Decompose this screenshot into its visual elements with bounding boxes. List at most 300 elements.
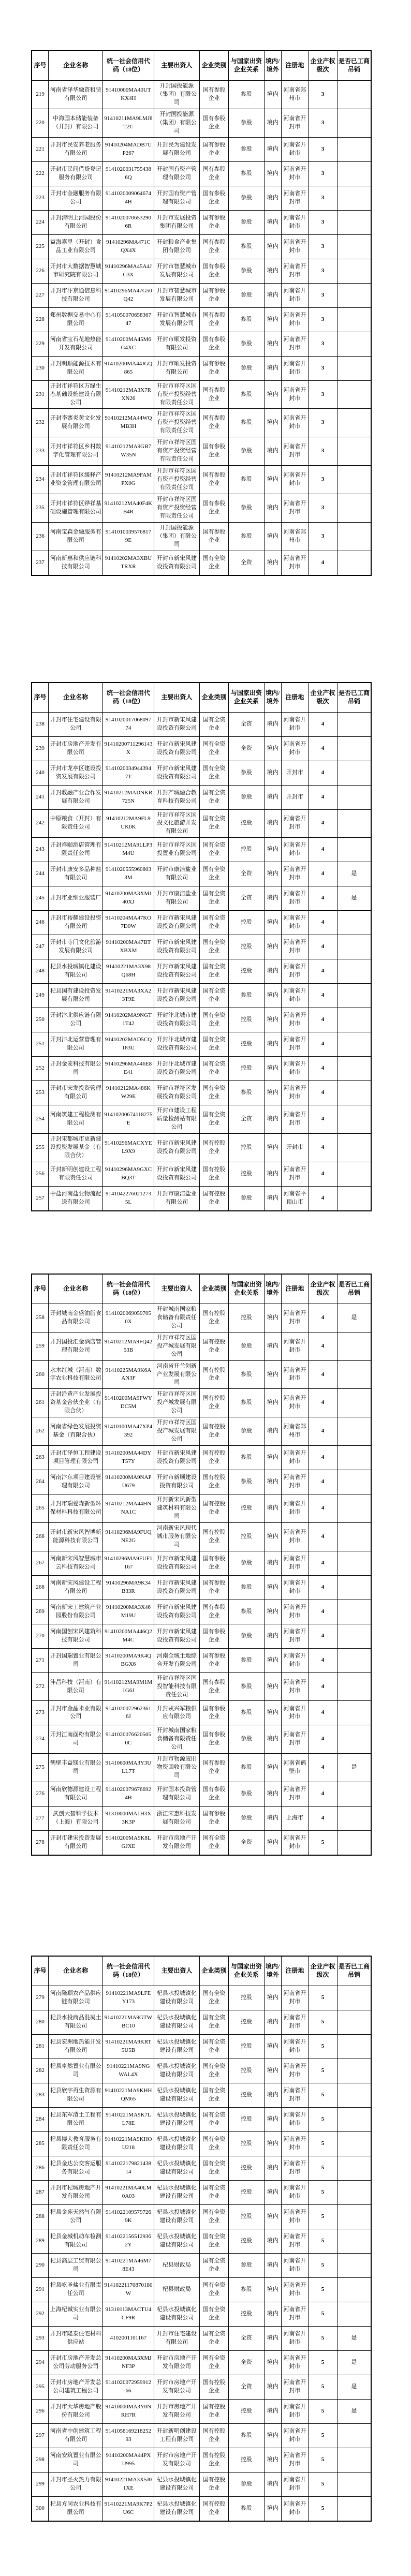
cell-enterprise-category: 国有参股企业 bbox=[200, 332, 229, 356]
cell-domestic: 境内 bbox=[264, 984, 281, 1008]
cell-company-name: 杞县东军渣土工程有限公司 bbox=[49, 2108, 103, 2132]
cell-company-name: 开封宋都城市更新建设投资发展基金（有限合伙） bbox=[49, 1134, 103, 1162]
cell-domestic: 境内 bbox=[264, 1446, 281, 1470]
cell-credit-code: 91410221MA40LM0A03 bbox=[103, 2181, 154, 2205]
cell-registration-place: 河南省开封市 bbox=[281, 1008, 308, 1032]
cell-revoked bbox=[337, 1008, 371, 1032]
cell-serial: 266 bbox=[32, 1522, 49, 1551]
cell-revoked bbox=[337, 551, 371, 575]
cell-company-name: 开封市祥符区万绿生态基础设施建设有限公司 bbox=[49, 380, 103, 409]
cell-main-investor: 开封市智慧城市发展有限公司 bbox=[154, 283, 200, 307]
cell-revoked bbox=[337, 2059, 371, 2083]
cell-company-name: 开封市金融服务有限公司 bbox=[49, 186, 103, 210]
column-header: 主要出资人 bbox=[154, 1956, 200, 1986]
cell-credit-code: 91410204MA47KO7D0W bbox=[103, 911, 154, 935]
cell-enterprise-category: 国有参股企业 bbox=[200, 1624, 229, 1648]
cell-main-investor: 杞县水投城镇化建设有限公司 bbox=[154, 2059, 200, 2083]
cell-domestic: 境内 bbox=[264, 2278, 281, 2302]
cell-equity-level: 4 bbox=[309, 1470, 337, 1494]
cell-registration-place: 河南省开封市 bbox=[281, 886, 308, 911]
cell-serial: 243 bbox=[32, 838, 49, 862]
cell-main-investor: 杞县水投城镇化建设有限公司 bbox=[154, 2132, 200, 2156]
cell-domestic: 境内 bbox=[264, 2156, 281, 2181]
cell-company-name: 开封市龙亭区建设投资发展有限公司 bbox=[49, 761, 103, 785]
table-row bbox=[32, 1304, 371, 1332]
cell-relation: 控股 bbox=[228, 935, 264, 959]
cell-relation: 全资 bbox=[228, 736, 264, 761]
cell-equity-level: 4 bbox=[309, 1186, 337, 1211]
cell-registration-place: 河南省郑州市 bbox=[281, 1417, 308, 1446]
cell-credit-code: 91410212MA9LLP3M4U bbox=[103, 838, 154, 862]
cell-registration-place: 河南省开封市 bbox=[281, 1032, 308, 1057]
header-row bbox=[32, 683, 371, 713]
cell-revoked bbox=[337, 283, 371, 307]
cell-domestic: 境内 bbox=[264, 1522, 281, 1551]
column-header: 是否已工商吊销 bbox=[337, 1274, 371, 1304]
cell-main-investor: 河南全域土地综合开发有限公司 bbox=[154, 1648, 200, 1672]
cell-relation: 控股 bbox=[228, 1986, 264, 2010]
cell-main-investor: 开封市康洁盐业有限公司 bbox=[154, 886, 200, 911]
cell-serial: 262 bbox=[32, 1417, 49, 1446]
cell-equity-level: 5 bbox=[309, 2254, 337, 2278]
cell-registration-place: 河南省郑州市 bbox=[281, 522, 308, 551]
cell-credit-code: 91410221565129362Y bbox=[103, 2229, 154, 2254]
table-row bbox=[32, 2400, 371, 2424]
cell-revoked bbox=[337, 1701, 371, 1725]
cell-main-investor: 开封市智慧城市发展有限公司 bbox=[154, 259, 200, 283]
table-row bbox=[32, 2083, 371, 2108]
cell-main-investor: 杞县水投城镇化建设有限公司 bbox=[154, 2302, 200, 2327]
table-row bbox=[32, 1008, 371, 1032]
cell-credit-code: 91410202MAD5CQ183U bbox=[103, 1032, 154, 1057]
table-row bbox=[32, 109, 371, 137]
cell-revoked bbox=[337, 307, 371, 332]
table-row bbox=[32, 1701, 371, 1725]
cell-company-name: 开封市住宅建设有限公司 bbox=[49, 712, 103, 736]
document-page-4 bbox=[0, 1856, 411, 2522]
cell-revoked bbox=[337, 2448, 371, 2473]
cell-serial: 253 bbox=[32, 1081, 49, 1105]
cell-domestic: 境内 bbox=[264, 332, 281, 356]
table-row bbox=[32, 1624, 371, 1648]
cell-registration-place: 河南省开封市 bbox=[281, 1648, 308, 1672]
cell-credit-code: 91410200MA47BTXBXM bbox=[103, 935, 154, 959]
cell-equity-level: 4 bbox=[309, 1522, 337, 1551]
cell-domestic: 境内 bbox=[264, 1648, 281, 1672]
cell-domestic: 境内 bbox=[264, 494, 281, 522]
cell-revoked bbox=[337, 522, 371, 551]
cell-revoked bbox=[337, 2108, 371, 2132]
column-header: 与国家出资企业关系 bbox=[228, 1956, 264, 1986]
cell-equity-level: 5 bbox=[309, 2497, 337, 2522]
cell-company-name: 鹤壁丰益镁业有限公司 bbox=[49, 1754, 103, 1782]
cell-equity-level: 3 bbox=[309, 186, 337, 210]
cell-registration-place: 河南省开封市 bbox=[281, 409, 308, 437]
cell-equity-level: 3 bbox=[309, 522, 337, 551]
column-header: 境内/境外 bbox=[264, 51, 281, 81]
cell-domestic: 境内 bbox=[264, 109, 281, 137]
cell-enterprise-category: 国有全资企业 bbox=[200, 838, 229, 862]
cell-relation: 控股 bbox=[228, 809, 264, 838]
cell-revoked bbox=[337, 1831, 371, 1856]
cell-enterprise-category: 国有全资企业 bbox=[200, 1032, 229, 1057]
cell-credit-code: 91410221MA3XA23T9E bbox=[103, 984, 154, 1008]
cell-enterprise-category: 国有参股企业 bbox=[200, 186, 229, 210]
cell-main-investor: 杞县财政局 bbox=[154, 2254, 200, 2278]
cell-registration-place: 河南省开封市 bbox=[281, 161, 308, 186]
cell-domestic: 境内 bbox=[264, 437, 281, 466]
cell-revoked bbox=[337, 959, 371, 984]
cell-serial: 288 bbox=[32, 2205, 49, 2229]
cell-relation: 全资 bbox=[228, 1105, 264, 1134]
cell-equity-level: 4 bbox=[309, 911, 337, 935]
table-row bbox=[32, 2327, 371, 2351]
cell-equity-level: 4 bbox=[309, 1624, 337, 1648]
cell-registration-place: 河南省开封市 bbox=[281, 2375, 308, 2400]
cell-serial: 259 bbox=[32, 1332, 49, 1360]
cell-enterprise-category: 国有全资企业 bbox=[200, 2108, 229, 2132]
cell-main-investor: 开封国本投资管理有限公司 bbox=[154, 1782, 200, 1807]
cell-serial: 280 bbox=[32, 2010, 49, 2035]
column-header: 与国家出资企业关系 bbox=[228, 51, 264, 81]
cell-serial: 224 bbox=[32, 210, 49, 234]
cell-domestic: 境内 bbox=[264, 2327, 281, 2351]
cell-equity-level: 4 bbox=[309, 1032, 337, 1057]
cell-company-name: 开封市建宋投资发展有限公司 bbox=[49, 1831, 103, 1856]
cell-relation: 控股 bbox=[228, 2205, 264, 2229]
cell-company-name: 开封市汴京通信息科技有限公司 bbox=[49, 283, 103, 307]
cell-serial: 291 bbox=[32, 2278, 49, 2302]
cell-serial: 257 bbox=[32, 1186, 49, 1211]
cell-registration-place: 河南省开封市 bbox=[281, 259, 308, 283]
column-header: 主要出资人 bbox=[154, 683, 200, 713]
cell-company-name: 开封市房地产开发总公司建筑工程公司 bbox=[49, 2375, 103, 2400]
cell-credit-code: 91410296MACXYEL9X9 bbox=[103, 1134, 154, 1162]
cell-domestic: 境内 bbox=[264, 1672, 281, 1701]
cell-registration-place: 河南省开封市 bbox=[281, 109, 308, 137]
column-header: 企业产权级次 bbox=[309, 683, 337, 713]
table-row bbox=[32, 2375, 371, 2400]
table-row bbox=[32, 1494, 371, 1523]
cell-enterprise-category: 国有全资企业 bbox=[200, 911, 229, 935]
cell-domestic: 境内 bbox=[264, 736, 281, 761]
cell-relation: 参股 bbox=[228, 761, 264, 785]
cell-relation: 参股 bbox=[228, 2497, 264, 2522]
cell-main-investor: 开封市新顺建设投资有限公司 bbox=[154, 1470, 200, 1494]
cell-serial: 293 bbox=[32, 2327, 49, 2351]
cell-credit-code: 91410221MA9LFEY173 bbox=[103, 1986, 154, 2010]
cell-main-investor: 杞县水投城镇化建设有限公司 bbox=[154, 2229, 200, 2254]
cell-revoked bbox=[337, 838, 371, 862]
cell-serial: 231 bbox=[32, 380, 49, 409]
cell-domestic: 境内 bbox=[264, 1551, 281, 1575]
cell-revoked bbox=[337, 1032, 371, 1057]
cell-revoked bbox=[337, 2083, 371, 2108]
cell-enterprise-category: 国有全资企业 bbox=[200, 2278, 229, 2302]
cell-relation: 参股 bbox=[228, 81, 264, 109]
cell-enterprise-category: 国有参股企业 bbox=[200, 1551, 229, 1575]
cell-revoked bbox=[337, 81, 371, 109]
cell-equity-level: 3 bbox=[309, 283, 337, 307]
cell-serial: 287 bbox=[32, 2181, 49, 2205]
table-row bbox=[32, 234, 371, 259]
cell-domestic: 境内 bbox=[264, 2375, 281, 2400]
cell-revoked bbox=[337, 1494, 371, 1523]
table-row bbox=[32, 161, 371, 186]
cell-serial: 223 bbox=[32, 186, 49, 210]
cell-serial: 268 bbox=[32, 1575, 49, 1600]
cell-equity-level: 4 bbox=[309, 1057, 337, 1081]
cell-registration-place: 河南省开封市 bbox=[281, 466, 308, 494]
cell-enterprise-category: 国有控股企业 bbox=[200, 2375, 229, 2400]
cell-revoked bbox=[337, 2473, 371, 2497]
cell-enterprise-category: 国有参股企业 bbox=[200, 437, 229, 466]
cell-company-name: 开封市祥符区缓释产业资金管理有限公司 bbox=[49, 466, 103, 494]
cell-enterprise-category: 国有控股企业 bbox=[200, 1470, 229, 1494]
cell-domestic: 境内 bbox=[264, 862, 281, 886]
cell-enterprise-category: 国有全资企业 bbox=[200, 2132, 229, 2156]
cell-credit-code: 91410100395768179E bbox=[103, 522, 154, 551]
cell-main-investor: 开封市新宋风建设投资有限公司 bbox=[154, 1600, 200, 1624]
table-row bbox=[32, 2473, 371, 2497]
cell-relation: 参股 bbox=[228, 1782, 264, 1807]
cell-domestic: 境内 bbox=[264, 1701, 281, 1725]
cell-main-investor: 开封城南国家粮食储备有限责任公司 bbox=[154, 1725, 200, 1754]
column-header: 与国家出资企业关系 bbox=[228, 683, 264, 713]
cell-main-investor: 杞县水投城镇化建设有限公司 bbox=[154, 2205, 200, 2229]
cell-main-investor: 开封市物源废旧物资回收有限公司 bbox=[154, 1754, 200, 1782]
cell-enterprise-category: 国有全资企业 bbox=[200, 2229, 229, 2254]
cell-domestic: 境内 bbox=[264, 1417, 281, 1446]
cell-serial: 226 bbox=[32, 259, 49, 283]
cell-revoked bbox=[337, 2497, 371, 2522]
cell-enterprise-category: 国有控股企业 bbox=[200, 1162, 229, 1186]
table-row bbox=[32, 761, 371, 785]
table-row bbox=[32, 1162, 371, 1186]
cell-main-investor: 杞县水投城镇化建设有限公司 bbox=[154, 2181, 200, 2205]
cell-domestic: 境内 bbox=[264, 1725, 281, 1754]
cell-revoked: 是 bbox=[337, 862, 371, 886]
cell-enterprise-category: 国有参股企业 bbox=[200, 1600, 229, 1624]
cell-equity-level: 3 bbox=[309, 234, 337, 259]
cell-main-investor: 开封市祥符区发展投资有限公司 bbox=[154, 1081, 200, 1105]
cell-serial: 258 bbox=[32, 1304, 49, 1332]
cell-equity-level: 5 bbox=[309, 2059, 337, 2083]
table-row bbox=[32, 886, 371, 911]
column-header: 境内/境外 bbox=[264, 1274, 281, 1304]
cell-equity-level: 4 bbox=[309, 1081, 337, 1105]
cell-enterprise-category: 国有参股企业 bbox=[200, 1701, 229, 1725]
cell-enterprise-category: 国有全资企业 bbox=[200, 2083, 229, 2108]
cell-relation: 参股 bbox=[228, 1081, 264, 1105]
cell-relation: 控股 bbox=[228, 1494, 264, 1523]
cell-credit-code: 91410221MA46M78E43 bbox=[103, 2254, 154, 2278]
cell-company-name: 上海杞诚实业有限公司 bbox=[49, 2302, 103, 2327]
cell-main-investor: 开封市房地产开发有限公司 bbox=[154, 2351, 200, 2375]
cell-domestic: 境内 bbox=[264, 2181, 281, 2205]
cell-serial: 283 bbox=[32, 2083, 49, 2108]
cell-relation: 控股 bbox=[228, 2059, 264, 2083]
cell-credit-code: 91410100MA47XP4392 bbox=[103, 1417, 154, 1446]
cell-main-investor: 开封汴北城市建设投资有限公司 bbox=[154, 1057, 200, 1081]
cell-registration-place: 河南省鹤壁市 bbox=[281, 1754, 308, 1782]
cell-equity-level: 5 bbox=[309, 2108, 337, 2132]
column-header: 企业产权级次 bbox=[309, 1956, 337, 1986]
cell-registration-place: 河南省开封市 bbox=[281, 137, 308, 161]
table-row bbox=[32, 1648, 371, 1672]
cell-credit-code: 91410200674118275E bbox=[103, 1105, 154, 1134]
cell-domestic: 境内 bbox=[264, 356, 281, 380]
cell-relation: 参股 bbox=[228, 494, 264, 522]
cell-relation: 参股 bbox=[228, 1389, 264, 1417]
cell-relation: 控股 bbox=[228, 2448, 264, 2473]
cell-registration-place: 河南省开封市 bbox=[281, 1551, 308, 1575]
cell-registration-place: 河南省开封市 bbox=[281, 551, 308, 575]
cell-company-name: 开封市新宋风智博新能源科技有限公司 bbox=[49, 1522, 103, 1551]
table-row bbox=[32, 959, 371, 984]
cell-equity-level: 5 bbox=[309, 2229, 337, 2254]
cell-registration-place: 河南省开封市 bbox=[281, 210, 308, 234]
table-row bbox=[32, 494, 371, 522]
cell-enterprise-category: 国有全资企业 bbox=[200, 712, 229, 736]
column-header: 境内/境外 bbox=[264, 1956, 281, 1986]
cell-revoked bbox=[337, 1807, 371, 1831]
cell-domestic: 境内 bbox=[264, 409, 281, 437]
cell-credit-code: 91410211MA9LMJ8T2C bbox=[103, 109, 154, 137]
cell-relation: 控股 bbox=[228, 911, 264, 935]
cell-credit-code: 91410221170870180W bbox=[103, 2278, 154, 2302]
cell-main-investor: 开封民为建设发展有限公司 bbox=[154, 137, 200, 161]
header-row bbox=[32, 1956, 371, 1986]
cell-company-name: 水木红城（河南）数字农业科技有限公司 bbox=[49, 1360, 103, 1389]
table-row bbox=[32, 210, 371, 234]
cell-serial: 233 bbox=[32, 437, 49, 466]
cell-relation: 参股 bbox=[228, 466, 264, 494]
cell-credit-code: 91410200766205050C bbox=[103, 1725, 154, 1754]
cell-revoked bbox=[337, 1725, 371, 1754]
cell-revoked bbox=[337, 1057, 371, 1081]
column-header: 企业名称 bbox=[49, 683, 103, 713]
column-header: 企业类别 bbox=[200, 1956, 229, 1986]
cell-company-name: 河南汴东项目建设管理有限公司 bbox=[49, 1470, 103, 1494]
cell-credit-code: 91410200MA44PXU995 bbox=[103, 2448, 154, 2473]
cell-relation: 参股 bbox=[228, 785, 264, 809]
cell-equity-level: 5 bbox=[309, 2351, 337, 2375]
cell-registration-place: 开封市 bbox=[281, 761, 308, 785]
cell-relation: 控股 bbox=[228, 1032, 264, 1057]
cell-registration-place: 河南省开封市 bbox=[281, 984, 308, 1008]
cell-serial: 278 bbox=[32, 1831, 49, 1856]
cell-relation: 全资 bbox=[228, 886, 264, 911]
cell-enterprise-category: 国有控股企业 bbox=[200, 2497, 229, 2522]
cell-revoked bbox=[337, 259, 371, 283]
cell-company-name: 开封沿黄产业发展投资基金合伙企业（有限合伙） bbox=[49, 1389, 103, 1417]
cell-credit-code: 91410212MA3X7RXN26 bbox=[103, 380, 154, 409]
cell-registration-place: 河南省开封市 bbox=[281, 2059, 308, 2083]
cell-registration-place: 河南省开封市 bbox=[281, 959, 308, 984]
cell-serial: 300 bbox=[32, 2497, 49, 2522]
table-row bbox=[32, 1522, 371, 1551]
cell-enterprise-category: 国有参股企业 bbox=[200, 161, 229, 186]
cell-company-name: 武创大智科学技术（上海）有限公司 bbox=[49, 1807, 103, 1831]
cell-registration-place: 河南省开封市 bbox=[281, 1522, 308, 1551]
cell-company-name: 开封市寺门文化旅游发展有限公司 bbox=[49, 935, 103, 959]
cell-relation: 参股 bbox=[228, 259, 264, 283]
cell-credit-code: 91410200MA44JGQ865 bbox=[103, 356, 154, 380]
cell-domestic: 境内 bbox=[264, 1162, 281, 1186]
cell-registration-place: 河南省开封市 bbox=[281, 2351, 308, 2375]
cell-serial: 285 bbox=[32, 2132, 49, 2156]
cell-main-investor: 开封市智慧城市发展有限公司 bbox=[154, 307, 200, 332]
cell-equity-level: 5 bbox=[309, 2302, 337, 2327]
cell-company-name: 杞县金达公交客运服务有限公司 bbox=[49, 2156, 103, 2181]
cell-serial: 273 bbox=[32, 1701, 49, 1725]
cell-enterprise-category: 国有控股企业 bbox=[200, 1446, 229, 1470]
cell-enterprise-category: 国有全资企业 bbox=[200, 2035, 229, 2059]
cell-registration-place: 河南省开封市 bbox=[281, 2497, 308, 2522]
cell-company-name: 河南隆顺农产品供应链有限公司 bbox=[49, 1986, 103, 2010]
cell-domestic: 境内 bbox=[264, 259, 281, 283]
cell-serial: 267 bbox=[32, 1551, 49, 1575]
cell-serial: 250 bbox=[32, 1008, 49, 1032]
cell-main-investor: 开封市新宋风建设投资有限公司 bbox=[154, 1575, 200, 1600]
cell-revoked bbox=[337, 984, 371, 1008]
cell-domestic: 境内 bbox=[264, 2448, 281, 2473]
cell-enterprise-category: 国有参股企业 bbox=[200, 234, 229, 259]
cell-company-name: 开封城南金盛油脂食品有限公司 bbox=[49, 1304, 103, 1332]
cell-enterprise-category: 国有控股企业 bbox=[200, 2473, 229, 2497]
cell-company-name: 河南省中创建筑工程有限公司 bbox=[49, 2424, 103, 2448]
cell-main-investor: 开封市住宅建设有限公司 bbox=[154, 2327, 200, 2351]
cell-enterprise-category: 国有全资企业 bbox=[200, 1986, 229, 2010]
cell-credit-code: 91410296MA47G50Q42 bbox=[103, 283, 154, 307]
column-header: 是否已工商吊销 bbox=[337, 1956, 371, 1986]
cell-main-investor: 开封新明创建设工程有限公司 bbox=[154, 2424, 200, 2448]
cell-main-investor: 开封市康洁盐业有限公司 bbox=[154, 862, 200, 886]
cell-registration-place: 河南省开封市 bbox=[281, 736, 308, 761]
cell-equity-level: 3 bbox=[309, 307, 337, 332]
cell-serial: 296 bbox=[32, 2400, 49, 2424]
cell-enterprise-category: 国有全资企业 bbox=[200, 984, 229, 1008]
cell-relation: 参股 bbox=[228, 283, 264, 307]
cell-domestic: 境内 bbox=[264, 785, 281, 809]
header-row bbox=[32, 1274, 371, 1304]
cell-revoked: 是 bbox=[337, 2327, 371, 2351]
cell-domestic: 境内 bbox=[264, 1831, 281, 1856]
cell-main-investor: 杞县水投城镇化建设有限公司 bbox=[154, 2108, 200, 2132]
cell-company-name: 开封市民间借贷登记服务有限公司 bbox=[49, 161, 103, 186]
cell-serial: 294 bbox=[32, 2351, 49, 2375]
cell-company-name: 开封国投汇金酒店管理有限公司 bbox=[49, 1332, 103, 1360]
cell-enterprise-category: 国有参股企业 bbox=[200, 1575, 229, 1600]
cell-enterprise-category: 国有全资企业 bbox=[200, 959, 229, 984]
cell-main-investor: 开封国投能源（集团）有限公司 bbox=[154, 109, 200, 137]
cell-enterprise-category: 国有全资企业 bbox=[200, 761, 229, 785]
cell-credit-code: 91410000MA3Y0NRH7R bbox=[103, 2400, 154, 2424]
cell-credit-code: 91410221095797269K bbox=[103, 2205, 154, 2229]
cell-company-name: 河南国创宋风建筑科技有限公司 bbox=[49, 1624, 103, 1648]
cell-domestic: 境内 bbox=[264, 2254, 281, 2278]
cell-domestic: 境内 bbox=[264, 1782, 281, 1807]
cell-company-name: 河南筑建工程检测有限公司 bbox=[49, 1105, 103, 1134]
cell-domestic: 境内 bbox=[264, 1575, 281, 1600]
cell-company-name: 杞县国有建设投资发展有限公司 bbox=[49, 984, 103, 1008]
cell-main-investor: 开封市祥符区国投产城发展有限公司 bbox=[154, 1417, 200, 1446]
cell-relation: 控股 bbox=[228, 1162, 264, 1186]
cell-main-investor: 开封市新宋风建设投资有限公司 bbox=[154, 935, 200, 959]
cell-enterprise-category: 国有控股企业 bbox=[200, 1304, 229, 1332]
cell-credit-code: 91410000MA40UTKX4H bbox=[103, 81, 154, 109]
